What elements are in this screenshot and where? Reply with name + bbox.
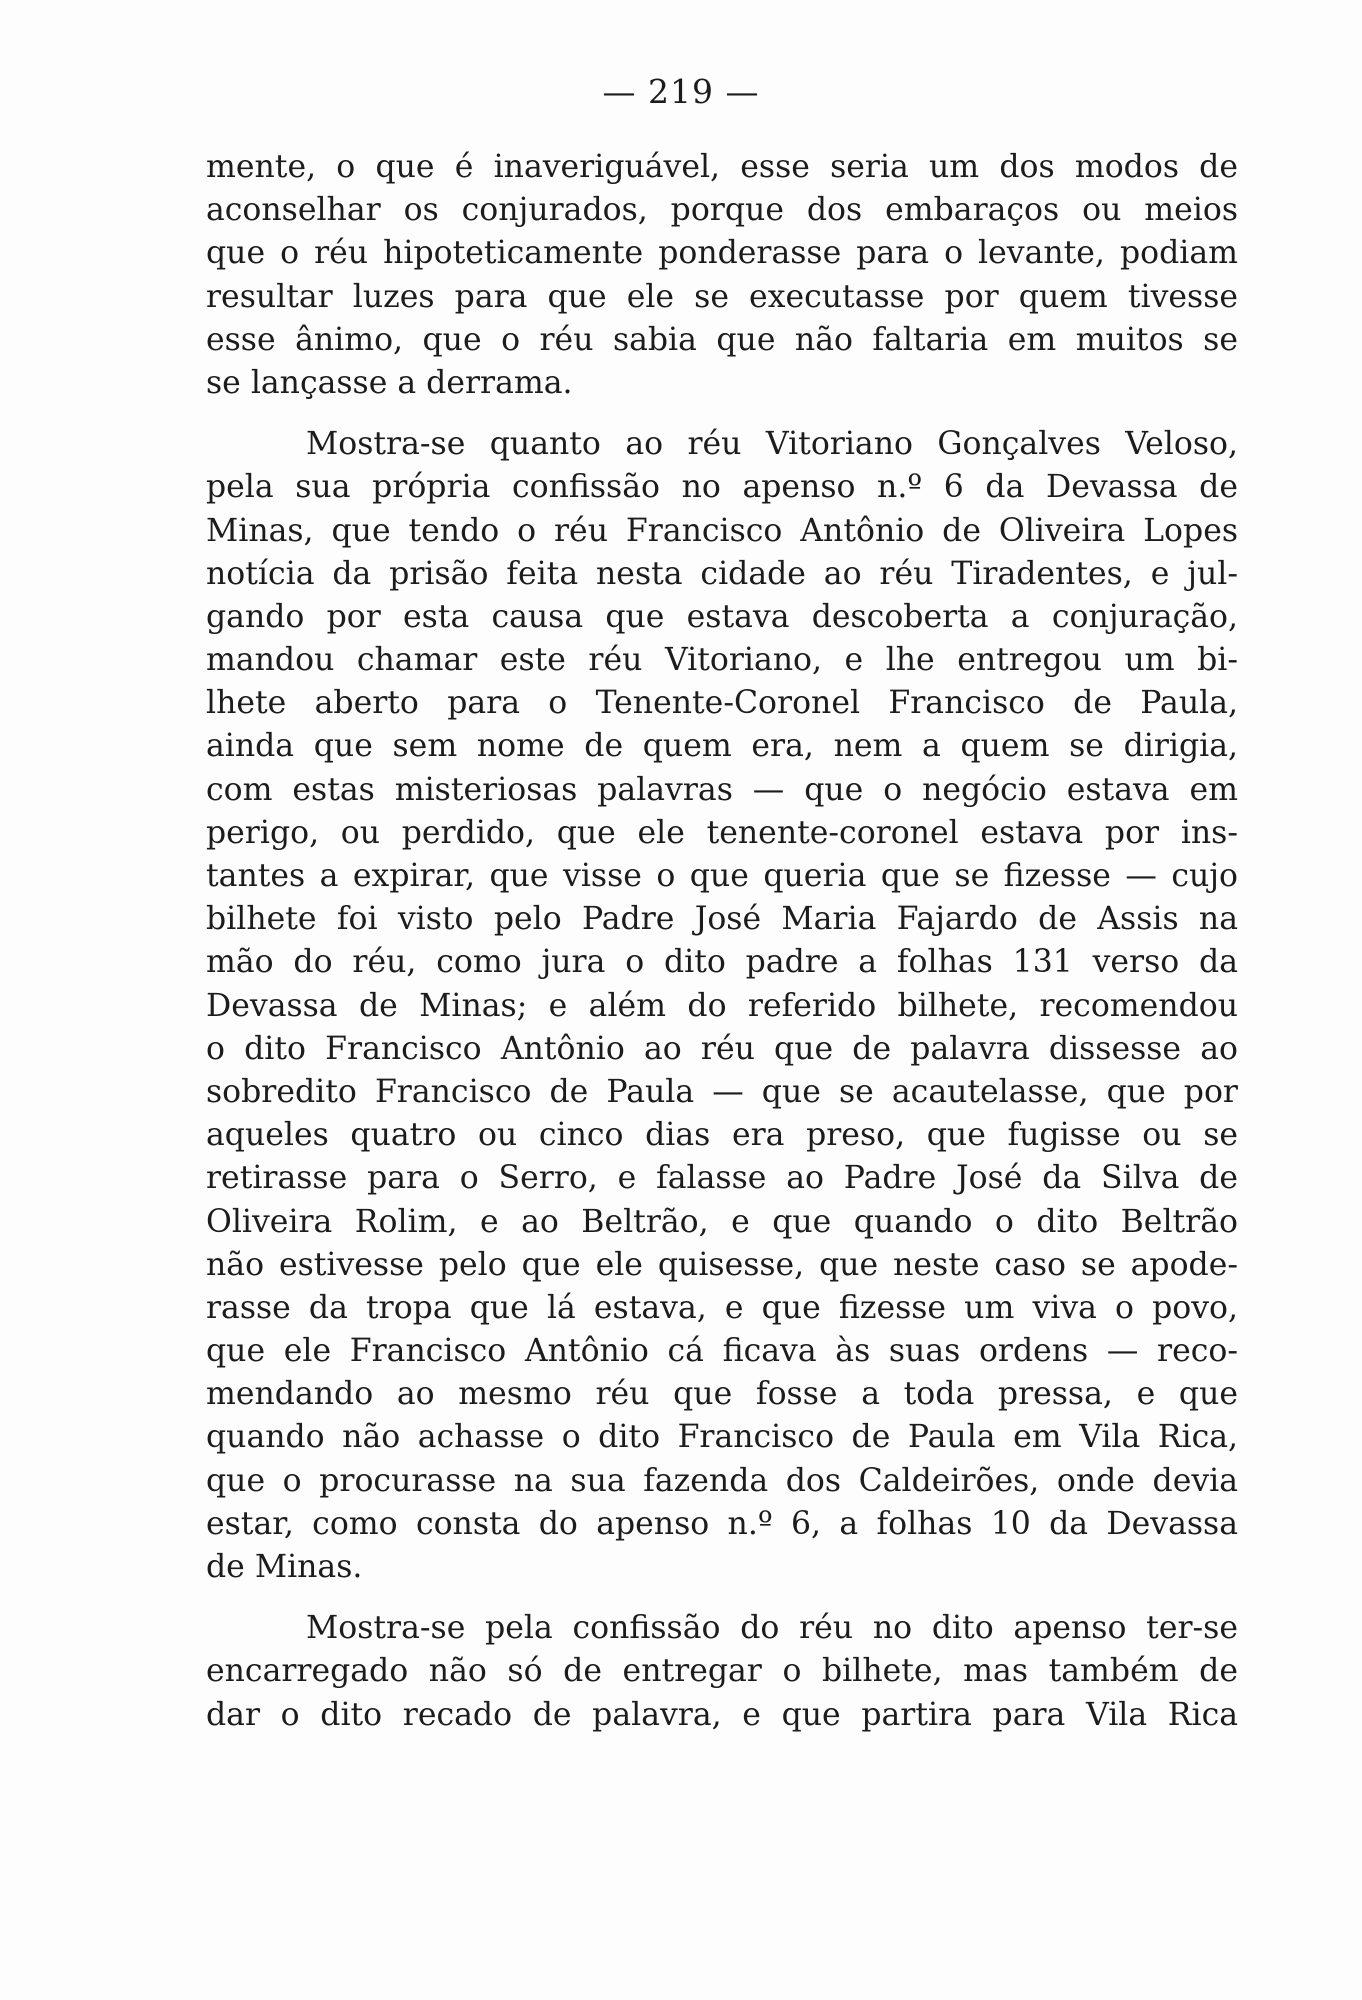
- text-line: notícia da prisão feita nesta cidade ao réu Tiradentes, e jul-: [206, 555, 1238, 592]
- text-line: Oliveira Rolim, e ao Beltrão, e que quando o dito Beltrão: [206, 1203, 1238, 1240]
- text-line: o dito Francisco Antônio ao réu que de palavra dissesse ao: [206, 1030, 1238, 1067]
- text-line: bilhete foi visto pelo Padre José Maria Fajardo de Assis na: [206, 901, 1238, 938]
- text-line: aconselhar os conjurados, porque dos embaraços ou meios: [206, 192, 1238, 229]
- text-line: dar o dito recado de palavra, e que partira para Vila Rica: [206, 1696, 1238, 1733]
- text-line: sobredito Francisco de Paula — que se acautelasse, que por: [206, 1073, 1238, 1110]
- text-line: Minas, que tendo o réu Francisco Antônio de Oliveira Lopes: [206, 512, 1238, 549]
- text-line: ainda que sem nome de quem era, nem a quem se dirigia,: [206, 728, 1238, 765]
- text-line: não estivesse pelo que ele quisesse, que neste caso se apode-: [206, 1246, 1238, 1283]
- text-line: que o procurasse na sua fazenda dos Caldeirões, onde devia: [206, 1462, 1238, 1499]
- text-line: que ele Francisco Antônio cá ficava às suas ordens — reco-: [206, 1333, 1238, 1370]
- text-line: de Minas.: [206, 1549, 363, 1585]
- text-line: tantes a expirar, que visse o que queria que se fizesse — cujo: [206, 858, 1238, 894]
- text-line: encarregado não só de entregar o bilhete, mas também de: [206, 1653, 1238, 1690]
- text-line: Mostra-se pela confissão do réu no dito apenso ter-se: [306, 1610, 1238, 1647]
- text-line: perigo, ou perdido, que ele tenente-coronel estava por ins-: [206, 814, 1238, 851]
- text-line: retirasse para o Serro, e falasse ao Padre José da Silva de: [206, 1160, 1238, 1197]
- paragraph-2: [206, 423, 1238, 1589]
- text-line: estar, como consta do apenso n.º 6, a folhas 10 da Devassa: [206, 1505, 1238, 1542]
- paragraph-3: [206, 1607, 1238, 1737]
- text-line: mendando ao mesmo réu que fosse a toda pressa, e que: [206, 1376, 1238, 1413]
- text-line: rasse da tropa que lá estava, e que fizesse um viva o povo,: [206, 1289, 1238, 1326]
- text-line: esse ânimo, que o réu sabia que não faltaria em muitos se: [206, 321, 1238, 358]
- text-line: com estas misteriosas palavras — que o negócio estava em: [206, 771, 1238, 808]
- text-line: mandou chamar este réu Vitoriano, e lhe entregou um bi-: [206, 642, 1238, 679]
- text-line: resultar luzes para que ele se executasse por quem tivesse: [206, 278, 1238, 315]
- text-line: se lançasse a derrama.: [206, 364, 573, 401]
- text-line: mão do réu, como jura o dito padre a folhas 131 verso da: [206, 944, 1238, 981]
- page-number: — 219 —: [602, 72, 760, 111]
- text-line: pela sua própria confissão no apenso n.º 6 da Devassa de: [206, 469, 1238, 506]
- text-line: quando não achasse o dito Francisco de Paula em Vila Rica,: [206, 1419, 1238, 1456]
- text-line: Mostra-se quanto ao réu Vitoriano Gonçalves Veloso,: [306, 426, 1238, 463]
- body-text: [206, 146, 1238, 1737]
- text-line: que o réu hipoteticamente ponderasse para o levante, podiam: [206, 235, 1238, 272]
- paragraph-1: [206, 146, 1238, 405]
- text-line: mente, o que é inaveriguável, esse seria um dos modos de: [206, 149, 1238, 185]
- text-line: lhete aberto para o Tenente-Coronel Francisco de Paula,: [206, 685, 1238, 722]
- paragraph-gap: [206, 405, 1238, 423]
- text-line: Devassa de Minas; e além do referido bilhete, recomendou: [206, 987, 1238, 1024]
- text-line: aqueles quatro ou cinco dias era preso, que fugisse ou se: [206, 1117, 1238, 1154]
- paragraph-gap: [206, 1589, 1238, 1607]
- text-line: gando por esta causa que estava descoberta a conjuração,: [206, 598, 1238, 635]
